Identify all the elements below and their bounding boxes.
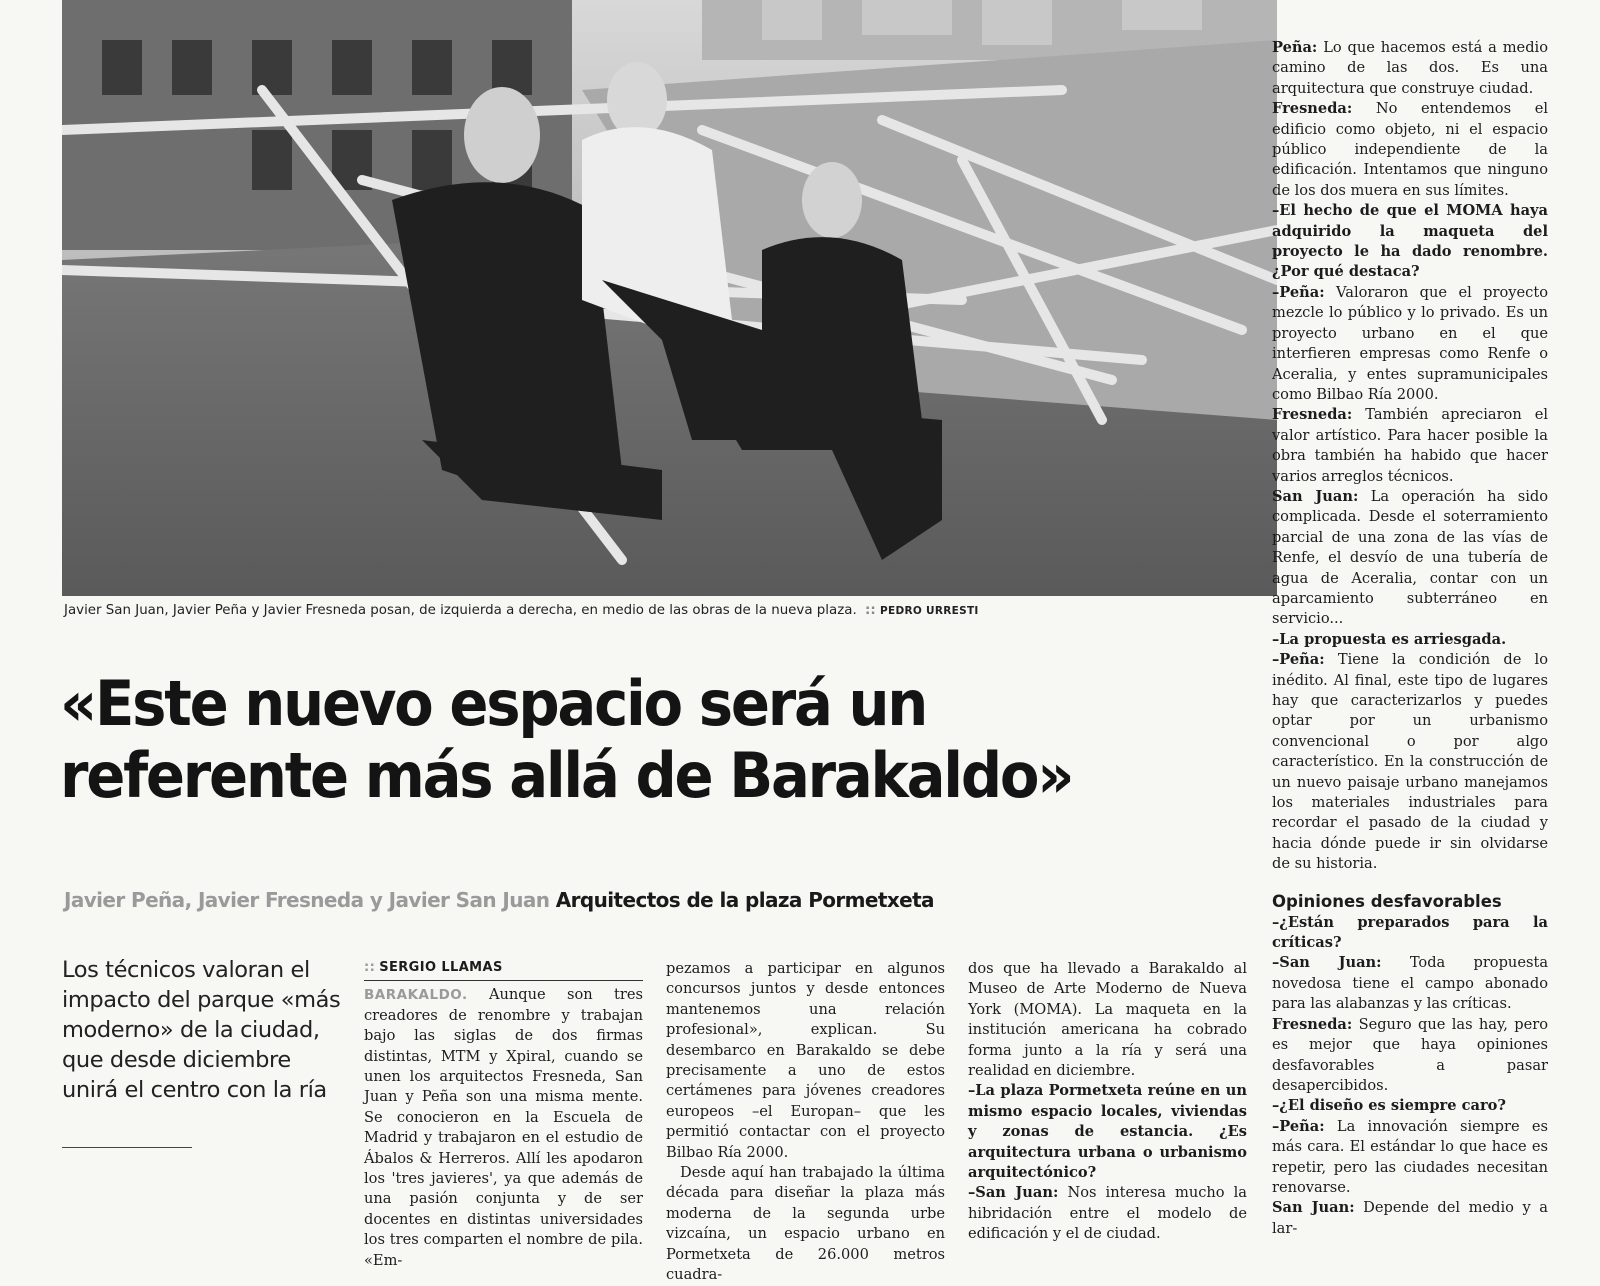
speaker: Fresneda: [1272, 100, 1353, 118]
headline-line-1: «Este nuevo espacio será un [60, 667, 927, 740]
interview-answer-9 [1272, 1198, 1548, 1239]
dateline: BARAKALDO. [364, 987, 468, 1004]
byline-author: SERGIO LLAMAS [379, 960, 503, 975]
interview-question-3: –La propuesta es arriesgada. [1272, 630, 1507, 648]
speaker: –San Juan: [1272, 954, 1382, 972]
answer-text: Valoraron que el proyecto mezcle lo público y lo privado. Es un proyecto urbano en el que interfieren empresas como Renfe o Aceralia, y entes supramunicipales como Bilbao Ría 2000. [1272, 283, 1548, 403]
speaker: Fresneda: [1272, 406, 1353, 424]
answer-text: Seguro que las hay, pero es mejor que haya opiniones desfavorables a pasar desapercibidos. [1272, 1015, 1549, 1094]
speaker: San Juan: [1272, 487, 1359, 505]
photo-illustration [62, 0, 1277, 596]
column-2-paragraph-2: Desde aquí han trabajado la última década para diseñar la plaza más moderna de la segunda urbe vizcaína, un espacio urbano en Pormetxeta de 26.000 metros cuadra- [666, 1164, 945, 1284]
headline [60, 668, 1176, 812]
column-3-paragraph-1: dos que ha llevado a Barakaldo al Museo de Arte Moderno de Nueva York (MOMA). La maqueta en la institución americana ha cobrado forma junto a la ría y será una realidad en diciembre. [968, 960, 1247, 1080]
speaker: –Peña: [1272, 1117, 1325, 1135]
answer-text: La innovación siempre es más cara. El estándar lo que hace es repetir, pero las ciudades necesitan renovarse. [1272, 1117, 1548, 1196]
interview-question-4: –¿Están preparados para la críticas? [1272, 913, 1548, 952]
subtitle [64, 888, 1264, 912]
answer-text: Nos interesa mucho la hibridación entre el modelo de edificación y el de ciudad. [968, 1184, 1247, 1243]
section-heading: Opiniones desfavorables [1272, 891, 1502, 911]
interview-answer-6 [1272, 953, 1548, 1014]
interview-answer-8 [1272, 1117, 1548, 1199]
answer-text: Lo que hacemos está a medio camino de las dos. Es una arquitectura que construye ciudad. [1272, 39, 1548, 97]
speaker: San Juan: [1272, 1199, 1355, 1217]
caption-text: Javier San Juan, Javier Peña y Javier Fresneda posan, de izquierda a derecha, en medio de las obras de la nueva plaza. [64, 603, 857, 618]
interview-answer-1 [968, 1183, 1247, 1244]
credit-separator: :: [865, 603, 876, 618]
lead-paragraph: Los técnicos valoran el impacto del parque «más moderno» de la ciudad, que desde diciembre unirá el centro con la ría [62, 957, 341, 1103]
speaker: –Peña: [1272, 283, 1325, 301]
article-column-4 [1272, 38, 1548, 1239]
byline [364, 958, 643, 981]
answer-text: La operación ha sido complicada. Desde el soterramiento parcial de una zona de las vías de Renfe, el desvío de una tubería de agua de Aceralia, contar con un aparcamiento subterráneo en servicio... [1272, 487, 1549, 628]
photo-caption [64, 603, 1279, 618]
interview-question-5: –¿El diseño es siempre caro? [1272, 1097, 1506, 1115]
interview-answer-3 [1272, 405, 1548, 487]
interview-answer-2 [1272, 283, 1548, 405]
byline-separator: :: [364, 960, 376, 975]
answer-text: No entendemos el edificio como objeto, ni el espacio público independiente de la edificación. Intentamos que ninguno de los dos muera en sus límites. [1272, 100, 1548, 199]
article-column-2 [666, 959, 945, 1286]
article-photo [62, 0, 1277, 596]
subtitle-role: Arquitectos de la plaza Pormetxeta [555, 888, 934, 912]
headline-line-2: referente más allá de Barakaldo» [60, 739, 1073, 812]
interview-answer-5 [1272, 650, 1548, 874]
column-1-paragraph [364, 985, 643, 1271]
interview-answer-pena [1272, 38, 1548, 99]
answer-text: Toda propuesta novedosa tiene el campo abonado para las alabanzas y las críticas. [1272, 954, 1549, 1013]
speaker: –San Juan: [968, 1184, 1059, 1202]
answer-text: Depende del medio y a lar- [1272, 1199, 1549, 1237]
article-column-1 [364, 958, 643, 1271]
answer-text: También apreciaron el valor artístico. Para hacer posible la obra también ha habido que hacer varios arreglos técnicos. [1272, 406, 1548, 485]
interview-answer-fresneda [1272, 99, 1548, 201]
photo-credit: PEDRO URRESTI [879, 605, 979, 617]
column-2-paragraph-1: pezamos a participar en algunos concursos juntos y desde entonces mantenemos una relación profesional», explican. Su desembarco en Barakaldo se debe precisamente a uno de estos certámenes para jóvenes creadores europeos –el Europan– que les permitió contactar con el proyecto Bilbao Ría 2000. [666, 960, 945, 1161]
answer-text: Tiene la condición de lo inédito. Al final, este tipo de lugares hay que caracterizarlos y puedes optar por un urbanismo convencional o por algo característico. En la construcción de un nuevo paisaje urbano manejamos los materiales industriales para recordar el pasado de la ciudad y hacia dónde puede ir sin olvidarse de su historia. [1272, 651, 1549, 873]
interview-question-1: –La plaza Pormetxeta reúne en un mismo espacio locales, viviendas y zonas de estancia. ¿Es arquitectura urbana o urbanismo arquitectónico? [968, 1082, 1247, 1182]
article-column-3 [968, 959, 1247, 1245]
lead-divider [62, 1147, 192, 1148]
interview-question-2: –El hecho de que el MOMA haya adquirido la maqueta del proyecto le ha dado renombre. ¿Por qué destaca? [1272, 202, 1548, 281]
subtitle-names: Javier Peña, Javier Fresneda y Javier San Juan [64, 888, 550, 912]
speaker: Peña: [1272, 39, 1318, 56]
speaker: Fresneda: [1272, 1015, 1353, 1033]
interview-answer-7 [1272, 1015, 1548, 1097]
interview-answer-4 [1272, 487, 1548, 630]
speaker: –Peña: [1272, 651, 1325, 669]
column-1-text: Aunque son tres creadores de renombre y trabajan bajo las siglas de dos firmas distintas, MTM y Xpiral, cuando se unen los arquitectos Fresneda, San Juan y Peña son una misma mente. Se conocieron en la Escuela de Madrid y trabajaron en el estudio de Ábalos & Herreros. Allí les apodaron los 'tres javieres', ya que además de una pasión conjunta y de ser docentes en distintas universidades los tres comparten el nombre de pila. «Em- [364, 986, 643, 1269]
